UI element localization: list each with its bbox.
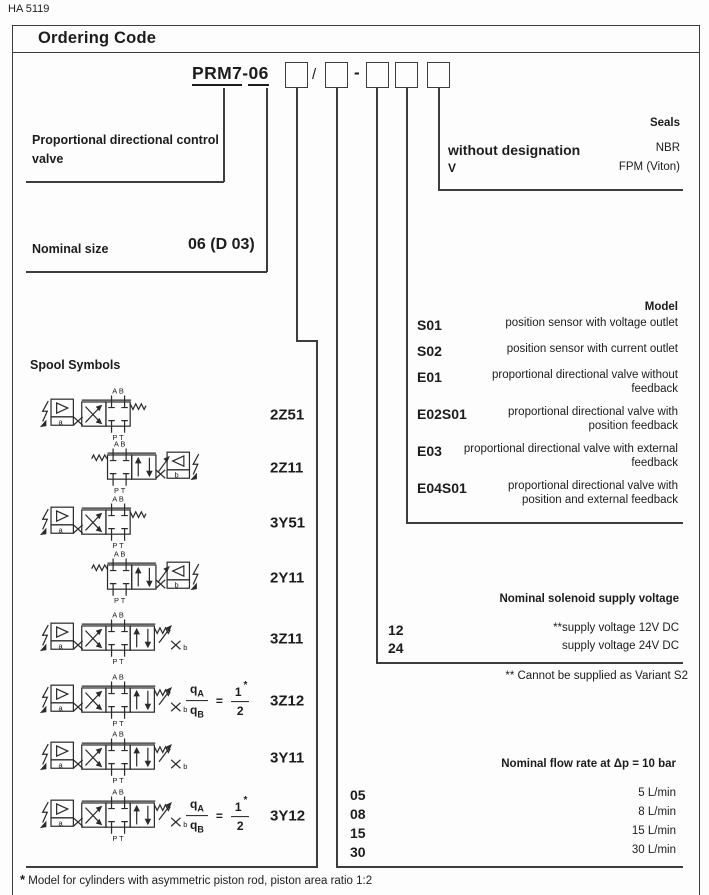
- flow-desc: 5 L/min: [638, 787, 676, 799]
- spool-valve-symbol: [74, 551, 214, 605]
- flow-row: [350, 844, 676, 860]
- svg-text:P T: P T: [112, 834, 124, 843]
- valve-schematic-icon: [38, 612, 215, 666]
- svg-text:P T: P T: [112, 541, 124, 550]
- svg-text:a: a: [58, 818, 63, 828]
- flow-code: 05: [350, 787, 366, 803]
- ratio-rhs: [231, 680, 250, 719]
- model-rows: [417, 317, 678, 507]
- svg-text:a: a: [58, 703, 63, 713]
- numerator: 1: [234, 800, 242, 815]
- model-desc: proportional directional valve with external feedback: [463, 443, 678, 469]
- code-field-box-4: [395, 62, 418, 88]
- q-symbol: q: [190, 703, 198, 718]
- denominator: 2: [236, 704, 244, 719]
- voltage-desc: **supply voltage 12V DC: [553, 622, 679, 634]
- flow-ratio-annotation: [186, 797, 249, 835]
- sub-a: A: [197, 688, 204, 699]
- model-row: [417, 317, 678, 333]
- spool-code: 3Z12: [270, 692, 305, 710]
- flow-section: [350, 758, 676, 860]
- voltage-rows: [388, 622, 679, 656]
- spool-row: [24, 495, 324, 551]
- underline-voltage-section: [376, 662, 683, 664]
- spool-code: 3Y12: [270, 807, 306, 825]
- voltage-section: [388, 593, 679, 656]
- ordering-code-text: [192, 63, 269, 84]
- spool-code: 2Z11: [270, 459, 304, 477]
- svg-text:b: b: [174, 470, 179, 480]
- code-dash: -: [354, 63, 360, 82]
- connector-line-spool-jog: [296, 340, 318, 342]
- connector-line-size: [266, 88, 268, 272]
- svg-text:a: a: [58, 417, 63, 427]
- connector-line-model: [406, 88, 408, 523]
- underline-valve-label: [26, 181, 224, 183]
- footnote-text: Model for cylinders with asymmetric piston rod, piston area ratio 1:2: [25, 875, 373, 887]
- svg-text:a: a: [58, 525, 63, 535]
- model-title: Model: [644, 301, 678, 313]
- model-desc: position sensor with voltage outlet: [505, 317, 678, 329]
- seals-row: [448, 161, 680, 175]
- model-code: E03: [417, 443, 442, 459]
- q-symbol: q: [190, 797, 198, 812]
- model-desc: proportional directional valve without feedback: [491, 369, 678, 395]
- seals-rows: [448, 142, 680, 175]
- q-symbol: q: [190, 818, 198, 833]
- code-prefix: PRM7: [192, 63, 242, 86]
- seals-title: Seals: [649, 117, 680, 129]
- equals-sign: =: [215, 809, 223, 823]
- connector-line-voltage: [376, 88, 378, 663]
- code-field-box-3: [366, 62, 389, 88]
- sub-b: B: [197, 709, 204, 720]
- footnote-asterisk: *: [20, 872, 26, 887]
- model-desc: position sensor with current outlet: [506, 343, 678, 355]
- valve-schematic-icon: [38, 731, 215, 785]
- seals-section: [448, 117, 680, 175]
- code-slash: /: [312, 66, 317, 83]
- ratio-rhs: [231, 795, 250, 834]
- svg-text:A B: A B: [112, 731, 124, 739]
- q-symbol: q: [190, 682, 198, 697]
- numerator: 1: [234, 685, 242, 700]
- spool-valve-symbol: [38, 496, 178, 550]
- seals-row: [448, 142, 680, 158]
- voltage-footnote: ** Cannot be supplied as Variant S2: [505, 670, 688, 682]
- flow-code: 15: [350, 825, 366, 841]
- flow-row: [350, 825, 676, 841]
- model-row: [417, 443, 678, 470]
- spool-symbol-list: [24, 385, 324, 875]
- seals-code: without designation: [448, 142, 581, 158]
- code-size: 06: [248, 63, 268, 86]
- underline-flow-section: [336, 866, 683, 868]
- code-field-box-2: [325, 62, 348, 88]
- valve-schematic-icon: [38, 496, 178, 550]
- spool-code: 2Z51: [270, 406, 305, 424]
- spool-code: 3Y11: [270, 749, 305, 767]
- valve-type-label: Proportional directional control valve: [32, 133, 219, 166]
- svg-text:P T: P T: [112, 719, 124, 728]
- voltage-code: 12: [388, 622, 404, 638]
- flow-rows: [350, 787, 676, 860]
- svg-text:a: a: [58, 760, 63, 770]
- code-field-box-1: [285, 62, 308, 88]
- svg-text:b: b: [183, 705, 188, 715]
- spool-row: [24, 387, 324, 443]
- svg-text:A B: A B: [113, 551, 126, 559]
- spool-code: 3Y51: [270, 514, 306, 532]
- model-code: E01: [417, 369, 442, 385]
- code-hyphen: -: [242, 63, 249, 83]
- svg-text:b: b: [174, 580, 179, 590]
- svg-text:P T: P T: [112, 433, 124, 442]
- svg-text:A B: A B: [113, 441, 126, 449]
- model-desc: proportional directional valve with position feedback: [507, 406, 678, 432]
- spool-row: [24, 440, 324, 496]
- model-code: E04S01: [417, 480, 467, 496]
- svg-text:A B: A B: [112, 496, 124, 504]
- equals-sign: =: [215, 694, 223, 708]
- seals-desc: NBR: [655, 142, 680, 154]
- page-footnote: [20, 872, 372, 887]
- connector-line-seals: [438, 88, 440, 190]
- svg-text:A B: A B: [112, 388, 124, 396]
- connector-line-spool-upper: [296, 88, 298, 341]
- flow-row: [350, 806, 676, 822]
- document-number: HA 5119: [8, 3, 50, 15]
- flow-desc: 30 L/min: [631, 844, 676, 856]
- ratio-lhs: [186, 682, 208, 720]
- flow-row: [350, 787, 676, 803]
- sub-b: B: [197, 824, 204, 835]
- asterisk-note: *: [243, 795, 248, 807]
- nominal-size-value: 06 (D 03): [188, 236, 255, 253]
- svg-text:P T: P T: [113, 486, 126, 495]
- valve-schematic-icon: [74, 441, 214, 495]
- underline-model-section: [406, 522, 683, 524]
- svg-text:P T: P T: [113, 596, 126, 605]
- svg-text:P T: P T: [112, 657, 124, 666]
- spool-valve-symbol: [74, 441, 214, 495]
- spool-row: [24, 550, 324, 606]
- spool-code: 3Z11: [270, 630, 304, 648]
- seals-code: V: [448, 161, 457, 175]
- ratio-lhs: [186, 797, 208, 835]
- underline-nominal-size: [26, 271, 267, 273]
- spool-row: [24, 730, 324, 786]
- voltage-row: [388, 622, 679, 638]
- model-row: [417, 480, 678, 507]
- sub-a: A: [197, 803, 204, 814]
- valve-schematic-icon: [38, 388, 178, 442]
- spool-code: 2Y11: [270, 569, 305, 587]
- spool-row: [24, 788, 324, 844]
- spool-valve-symbol: [38, 388, 178, 442]
- voltage-code: 24: [388, 640, 404, 656]
- connector-line-flow: [336, 88, 338, 867]
- model-row: [417, 369, 678, 396]
- voltage-title: Nominal solenoid supply voltage: [499, 593, 679, 605]
- svg-text:b: b: [183, 762, 188, 772]
- svg-text:b: b: [183, 643, 188, 653]
- svg-text:a: a: [58, 641, 63, 651]
- spool-row: [24, 673, 324, 729]
- voltage-desc: supply voltage 24V DC: [562, 640, 679, 652]
- code-field-box-5: [427, 62, 450, 88]
- section-title-bar: [12, 25, 700, 53]
- model-desc: proportional directional valve with position and external feedback: [507, 480, 678, 506]
- model-code: S02: [417, 343, 442, 359]
- model-section: [417, 301, 678, 507]
- voltage-row: [388, 640, 679, 656]
- model-code: S01: [417, 317, 442, 333]
- flow-desc: 8 L/min: [638, 806, 676, 818]
- flow-title: Nominal flow rate at Δp = 10 bar: [501, 758, 676, 770]
- model-row: [417, 406, 678, 433]
- page-title: Ordering Code: [38, 29, 157, 47]
- nominal-size-label: Nominal size: [32, 242, 109, 256]
- asterisk-note: *: [243, 680, 248, 692]
- spool-valve-symbol: [38, 731, 215, 785]
- flow-ratio-annotation: [186, 682, 249, 720]
- svg-text:b: b: [183, 820, 188, 830]
- underline-seals-section: [438, 189, 683, 191]
- model-code: E02S01: [417, 406, 467, 422]
- flow-code: 08: [350, 806, 366, 822]
- svg-text:A B: A B: [112, 674, 124, 682]
- model-row: [417, 343, 678, 359]
- svg-text:A B: A B: [112, 612, 124, 620]
- flow-desc: 15 L/min: [631, 825, 676, 837]
- spool-symbols-header: Spool Symbols: [30, 358, 121, 372]
- svg-text:A B: A B: [112, 789, 124, 797]
- spool-valve-symbol: [38, 612, 215, 666]
- spool-row: [24, 611, 324, 667]
- svg-text:P T: P T: [112, 776, 124, 785]
- flow-code: 30: [350, 844, 366, 860]
- denominator: 2: [236, 819, 244, 834]
- seals-desc: FPM (Viton): [618, 161, 680, 173]
- valve-schematic-icon: [74, 551, 214, 605]
